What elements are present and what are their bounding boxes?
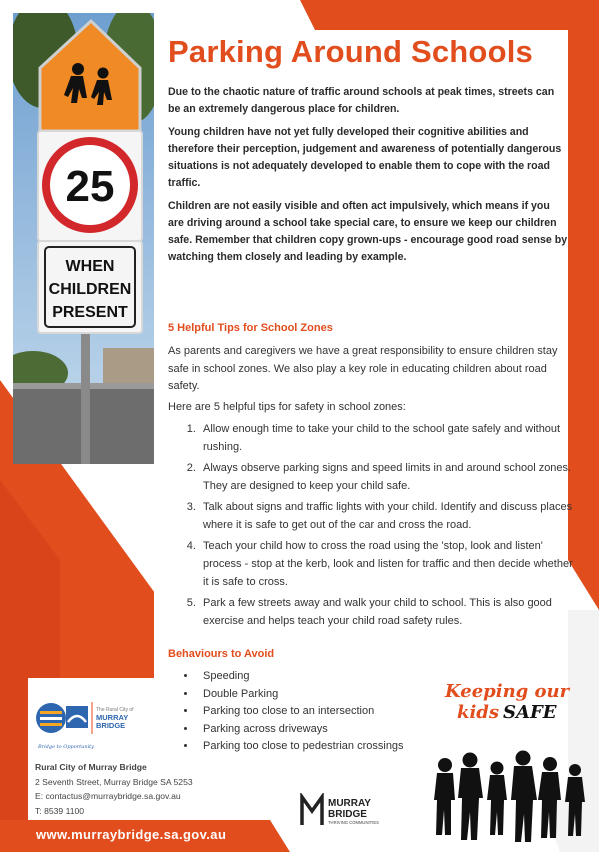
slogan [445, 681, 595, 723]
children-silhouettes-icon [425, 740, 590, 845]
sign-line-3: PRESENT [52, 304, 128, 321]
tips-intro-paragraph: As parents and caregivers we have a great responsibility to ensure children stay safe in school zones. We also play a key role in educating children about road safety. [168, 345, 558, 392]
logo-name-1: MURRAY [96, 713, 129, 722]
intro-section [168, 34, 568, 272]
avoid-heading: Behaviours to Avoid [168, 648, 275, 660]
intro-paragraph: Young children have not yet fully developed their cognitive abilities and therefore their perception, judgement and awareness of potentially dangerous situations is not adequately developed to enable them to cope with the road traffic. [168, 126, 562, 189]
murray-bridge-logo [300, 793, 400, 831]
page-title: Parking Around Schools [168, 34, 533, 69]
tip-item: 5. Park a few streets away and walk your child to school. This is also good exercise and helps teach your child road safety rules. [199, 594, 579, 630]
avoid-item: • Speeding [197, 668, 404, 686]
mb-logo-line2: BRIDGE [328, 809, 367, 820]
logo-small-text: The Rural City of [96, 707, 134, 713]
avoid-item: • Parking too close to an intersection [197, 703, 404, 721]
tip-item: 2. Always observe parking signs and speed limits in and around school zones. They are designed to keep your child safe. [199, 459, 579, 495]
logo-tagline: Bridge to Opportunity [38, 744, 95, 750]
contact-details [35, 760, 193, 818]
contact-address: 2 Seventh Street, Murray Bridge SA 5253 [35, 776, 193, 787]
logo-name-2: BRIDGE [96, 721, 126, 730]
tip-item: 4. Teach your child how to cross the road using the 'stop, look and listen' process - stop at the kerb, look and listen for traffic and then decide whether it is safe to cross. [199, 537, 579, 591]
contact-email[interactable]: E: contactus@murraybridge.sa.gov.au [35, 791, 181, 801]
avoid-item: • Parking too close to pedestrian crossings [197, 738, 404, 756]
avoid-item: • Parking across driveways [197, 721, 404, 739]
sign-line-2: CHILDREN [48, 281, 132, 298]
mb-logo-tagline: THRIVING COMMUNITIES [328, 820, 379, 825]
avoid-list [181, 668, 404, 756]
intro-text [168, 84, 568, 266]
contact-phone: T: 8539 1100 [35, 805, 85, 816]
contact-org: Rural City of Murray Bridge [35, 762, 147, 772]
sign-speed: 25 [65, 162, 115, 211]
slogan-line-1: Keeping our [445, 681, 570, 702]
slogan-kids: kids [457, 702, 500, 723]
intro-paragraph: Due to the chaotic nature of traffic around schools at peak times, streets can be an extremely dangerous place for children. [168, 86, 555, 115]
mb-logo-line1: MURRAY [328, 798, 371, 809]
tips-list [181, 420, 579, 633]
tips-heading: 5 Helpful Tips for School Zones [168, 322, 333, 334]
sign-line-1: WHEN [65, 258, 115, 275]
intro-paragraph: Children are not easily visible and often act impulsively, which means if you are driving around a school take special care, to ensure we keep our children safe. Remember that children copy grown-ups - encourage good road sense by watching them closely and leading by example. [168, 200, 568, 263]
school-zone-sign-photo [13, 13, 154, 464]
avoid-item: • Double Parking [197, 686, 404, 704]
tips-lead-paragraph: Here are 5 helpful tips for safety in school zones: [168, 401, 406, 413]
footer-url-link[interactable]: www.murraybridge.sa.gov.au [36, 827, 227, 842]
council-logo [34, 698, 144, 753]
tip-item: 1. Allow enough time to take your child to the school gate safely and without rushing. [199, 420, 579, 456]
tip-item: 3. Talk about signs and traffic lights with your child. Identify and discuss places where it is safe to get out of the car and cross the road. [199, 498, 579, 534]
slogan-safe: SAFE [503, 702, 557, 723]
